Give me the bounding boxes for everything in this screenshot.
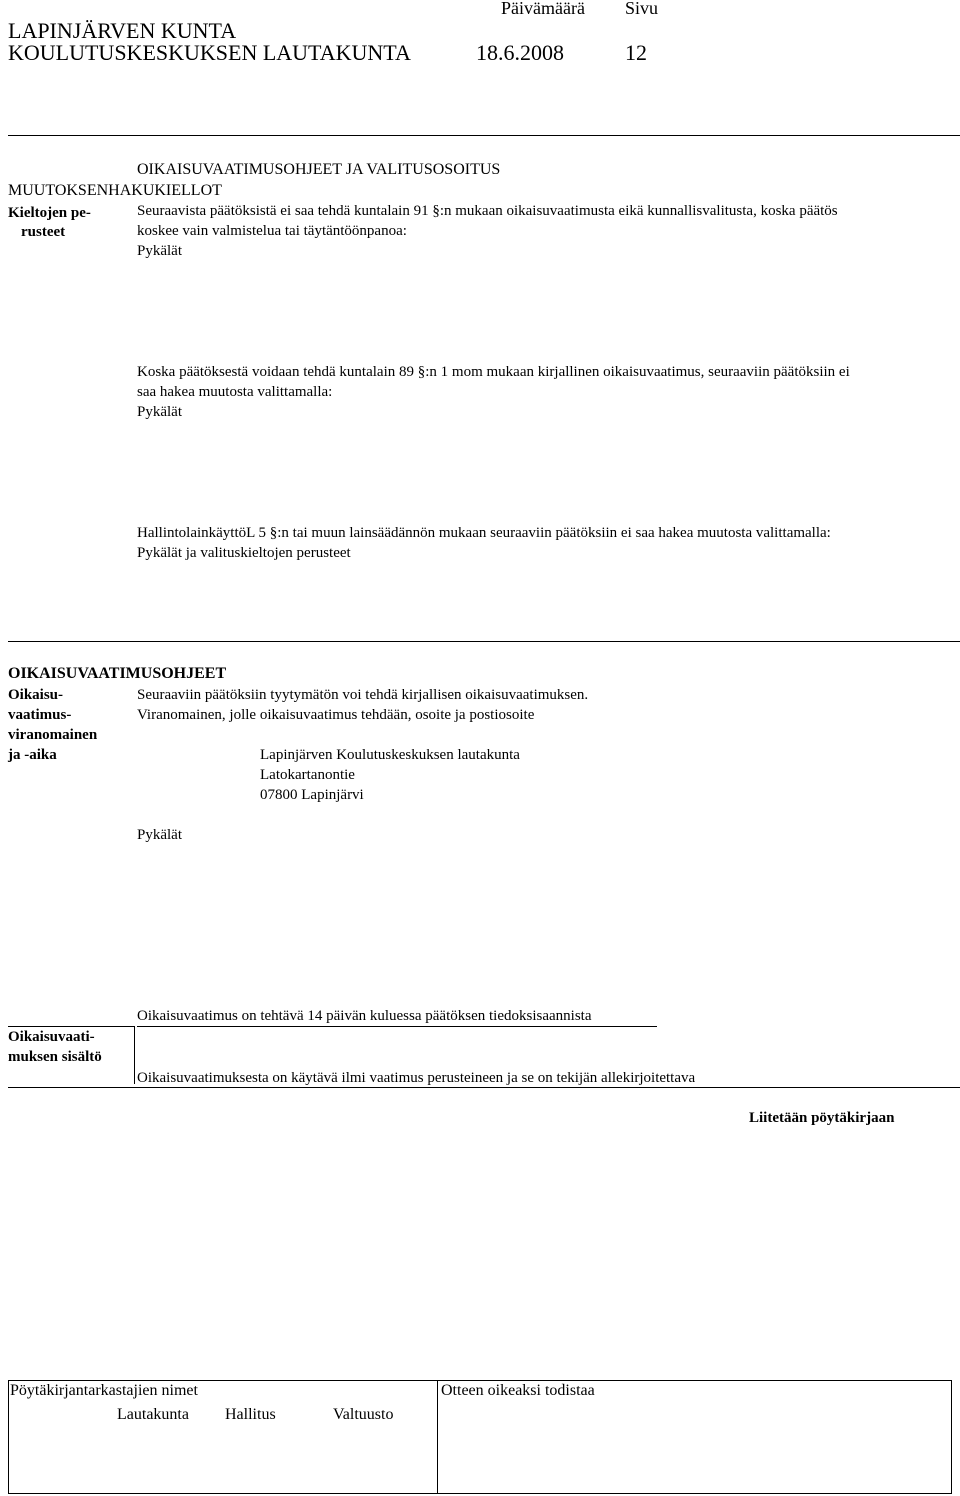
content-box-divider xyxy=(134,1026,135,1084)
restriction-paragraph-1-line-1: Seuraavista päätöksistä ei saa tehdä kuntalain 91 §:n mukaan oikaisuvaatimusta eikä kunnallisvalitusta, koska päätös xyxy=(137,203,838,219)
page-number: 12 xyxy=(625,40,647,65)
appeal-deadline: Oikaisuvaatimus on tehtävä 14 päivän kuluessa päätöksen tiedoksisaannista xyxy=(137,1008,592,1024)
authority-name: Lapinjärven Koulutuskeskuksen lautakunta xyxy=(260,747,520,763)
restrictions-side-label-2: rusteet xyxy=(21,224,66,240)
content-side-label-1: Oikaisuvaati- xyxy=(8,1029,95,1045)
instructions-side-label-2: vaatimus- xyxy=(8,707,72,723)
signature-table-divider xyxy=(437,1380,438,1494)
board-label: Lautakunta xyxy=(117,1406,189,1423)
restrictions-heading: MUUTOKSENHAKUKIELLOT xyxy=(8,182,222,199)
government-label: Hallitus xyxy=(225,1406,276,1423)
restriction-paragraph-2-line-1: Koska päätöksestä voidaan tehdä kuntalain 89 §:n 1 mom mukaan kirjallinen oikaisuvaatimus, seuraaviin päätöksiin ei xyxy=(137,364,850,380)
restriction-paragraph-2-line-2: saa hakea muutosta valittamalla: xyxy=(137,384,333,400)
authority-postal-address: 07800 Lapinjärvi xyxy=(260,787,364,803)
appeal-requirements: Oikaisuvaatimuksesta on käytävä ilmi vaatimus perusteineen ja se on tekijän allekirjoitettava xyxy=(137,1070,696,1086)
instructions-side-label-1: Oikaisu- xyxy=(8,687,64,703)
organization-name: LAPINJÄRVEN KUNTA xyxy=(8,18,237,43)
restriction-paragraph-1-sections: Pykälät xyxy=(137,243,182,259)
restrictions-side-label-1: Kieltojen pe- xyxy=(8,205,91,221)
instructions-heading: OIKAISUVAATIMUSOHJEET xyxy=(8,665,227,682)
instructions-line-2: Viranomainen, jolle oikaisuvaatimus tehdään, osoite ja postiosoite xyxy=(137,707,535,723)
date-label: Päivämäärä xyxy=(501,0,585,18)
restriction-paragraph-1-line-2: koskee vain valmistelua tai täytäntöönpanoa: xyxy=(137,223,407,239)
deadline-underline xyxy=(137,1026,657,1027)
certified-label: Otteen oikeaksi todistaa xyxy=(441,1382,595,1399)
page-label: Sivu xyxy=(625,0,659,18)
meeting-date: 18.6.2008 xyxy=(476,40,564,65)
instructions-sections: Pykälät xyxy=(137,827,182,843)
checkers-label: Pöytäkirjantarkastajien nimet xyxy=(10,1382,198,1399)
council-label: Valtuusto xyxy=(333,1406,394,1423)
attach-note: Liitetään pöytäkirjaan xyxy=(749,1110,895,1126)
restriction-paragraph-3-line-2: Pykälät ja valituskieltojen perusteet xyxy=(137,545,351,561)
section-divider xyxy=(8,641,960,642)
instructions-side-label-3: viranomainen xyxy=(8,727,98,743)
header-divider xyxy=(8,135,960,136)
document-title: OIKAISUVAATIMUSOHJEET JA VALITUSOSOITUS xyxy=(137,161,501,178)
content-side-label-2: muksen sisältö xyxy=(8,1049,102,1065)
authority-street: Latokartanontie xyxy=(260,767,355,783)
restriction-paragraph-2-sections: Pykälät xyxy=(137,404,182,420)
instructions-line-1: Seuraaviin päätöksiin tyytymätön voi tehdä kirjallisen oikaisuvaatimuksen. xyxy=(137,687,589,703)
instructions-side-label-4: ja -aika xyxy=(8,747,57,763)
committee-name: KOULUTUSKESKUKSEN LAUTAKUNTA xyxy=(8,40,411,65)
restriction-paragraph-3-line-1: HallintolainkäyttöL 5 §:n tai muun lainsäädännön mukaan seuraaviin päätöksiin ei saa hakea muutosta valittamalla: xyxy=(137,525,831,541)
content-box-bottom xyxy=(8,1087,960,1088)
